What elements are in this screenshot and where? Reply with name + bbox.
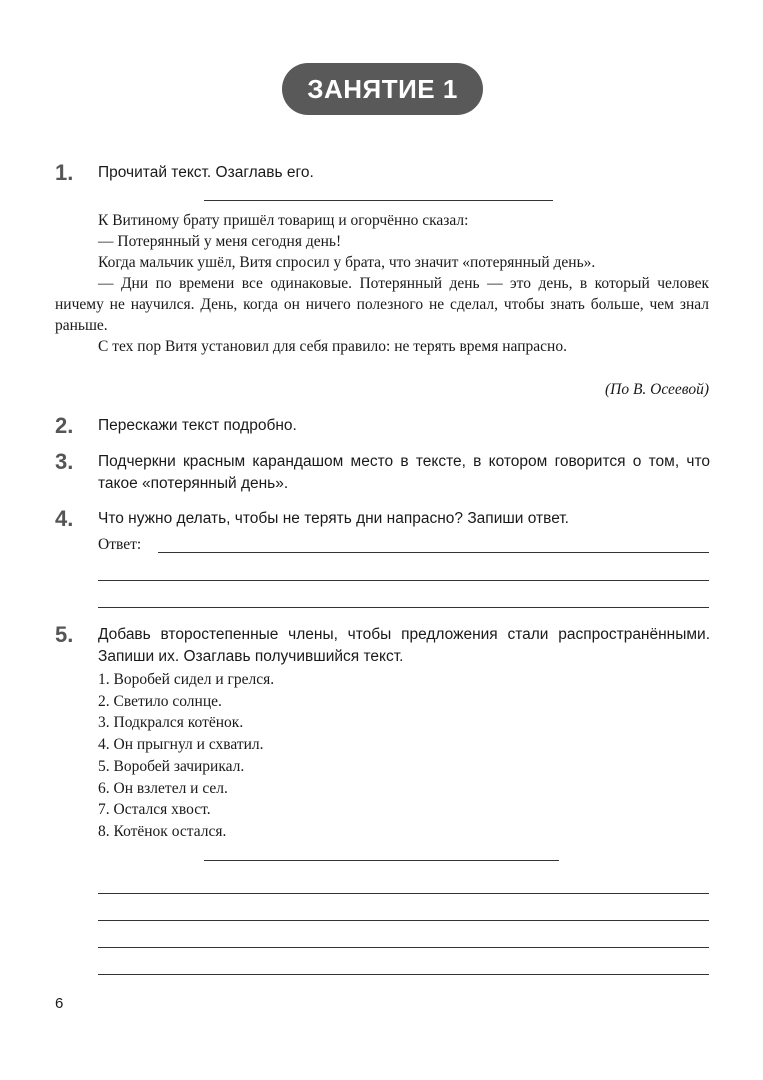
task-number-2: 2.: [55, 413, 74, 438]
title-write-line[interactable]: [204, 200, 553, 201]
answer-line[interactable]: [158, 552, 709, 553]
list-item: 3. Подкрался котёнок.: [98, 714, 244, 732]
story-paragraph: — Дни по времени все одинаковые. Потерянный день — это день, в который человек ничему не научился. День, когда он ничего полезного не сделал, чтобы знать больше, чем знал раньше.: [55, 275, 709, 334]
task-text-2: Перескажи текст подробно.: [98, 417, 297, 434]
answer-line[interactable]: [98, 974, 709, 975]
task-text-3: Подчеркни красным карандашом место в тексте, в котором говорится о том, что такое «потерянный день».: [98, 453, 710, 492]
answer-line[interactable]: [98, 893, 709, 894]
story-paragraph: Когда мальчик ушёл, Витя спросил у брата, что значит «потерянный день».: [98, 254, 596, 271]
list-item: 8. Котёнок остался.: [98, 822, 227, 840]
list-item: 2. Светило солнце.: [98, 692, 222, 710]
page-number: 6: [55, 995, 64, 1012]
answer-line[interactable]: [98, 947, 709, 948]
list-item: 1. Воробей сидел и грелся.: [98, 671, 275, 688]
task-text-4: Что нужно делать, чтобы не терять дни напрасно? Запиши ответ.: [98, 510, 569, 527]
story-text: [55, 210, 709, 357]
sentence-list: [98, 669, 274, 843]
answer-line[interactable]: [98, 920, 709, 921]
story-author: (По В. Осеевой): [604, 381, 709, 398]
list-item: 7. Остался хвост.: [98, 801, 211, 819]
task-number-4: 4.: [55, 506, 74, 531]
story-paragraph: К Витиному брату пришёл товарищ и огорчённо сказал:: [98, 212, 469, 229]
answer-label: Ответ:: [98, 536, 142, 553]
answer-line[interactable]: [98, 580, 709, 581]
task-number-3: 3.: [55, 449, 74, 474]
task-number-1: 1.: [55, 160, 74, 185]
task-text-1: Прочитай текст. Озаглавь его.: [98, 164, 314, 181]
list-item: 5. Воробей зачирикал.: [98, 757, 245, 775]
story-paragraph: С тех пор Витя установил для себя правило: не терять время напрасно.: [98, 338, 567, 355]
title-write-line[interactable]: [204, 860, 559, 861]
task-number-5: 5.: [55, 622, 74, 647]
lesson-title: ЗАНЯТИЕ 1: [282, 63, 483, 115]
list-item: 4. Он прыгнул и схватил.: [98, 736, 264, 754]
answer-line[interactable]: [98, 607, 709, 608]
story-paragraph: — Потерянный у меня сегодня день!: [98, 233, 342, 250]
task-text-5: Добавь второстепенные члены, чтобы предложения стали распространёнными. Запиши их. Озаглавь получившийся текст.: [98, 626, 710, 665]
list-item: 6. Он взлетел и сел.: [98, 779, 228, 797]
